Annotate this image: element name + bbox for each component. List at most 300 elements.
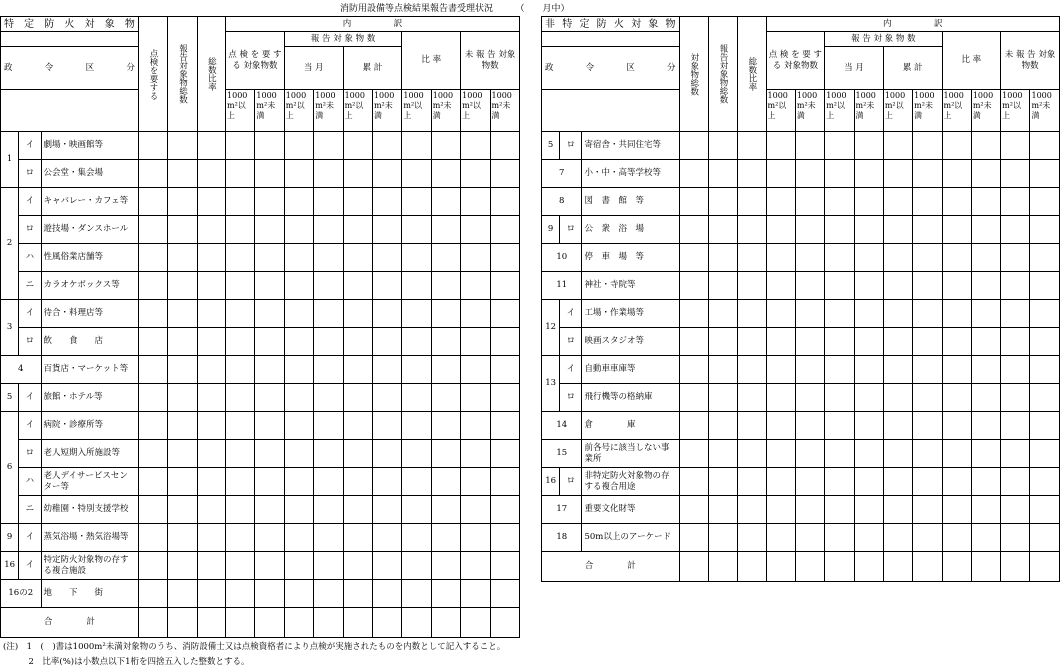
data-cell[interactable] <box>138 216 167 244</box>
data-cell[interactable] <box>708 216 737 244</box>
data-cell[interactable] <box>168 188 197 216</box>
data-cell[interactable] <box>825 132 854 160</box>
data-cell[interactable] <box>1001 496 1030 524</box>
data-cell[interactable] <box>314 300 343 328</box>
data-cell[interactable] <box>883 328 912 356</box>
data-cell[interactable] <box>314 216 343 244</box>
data-cell[interactable] <box>284 356 313 384</box>
data-cell[interactable] <box>197 272 225 300</box>
data-cell[interactable] <box>284 412 313 440</box>
data-cell[interactable] <box>883 412 912 440</box>
data-cell[interactable] <box>1030 188 1060 216</box>
data-cell[interactable] <box>168 440 197 468</box>
data-cell[interactable] <box>883 244 912 272</box>
data-cell[interactable] <box>825 384 854 412</box>
data-cell[interactable] <box>255 496 284 524</box>
data-cell[interactable] <box>679 496 708 524</box>
total-cell[interactable] <box>942 552 971 582</box>
data-cell[interactable] <box>825 524 854 552</box>
data-cell[interactable] <box>854 216 883 244</box>
data-cell[interactable] <box>372 132 401 160</box>
data-cell[interactable] <box>168 300 197 328</box>
data-cell[interactable] <box>971 384 1000 412</box>
data-cell[interactable] <box>138 552 167 580</box>
data-cell[interactable] <box>854 496 883 524</box>
data-cell[interactable] <box>708 412 737 440</box>
data-cell[interactable] <box>284 524 313 552</box>
data-cell[interactable] <box>854 356 883 384</box>
data-cell[interactable] <box>372 244 401 272</box>
total-cell[interactable] <box>490 608 519 638</box>
data-cell[interactable] <box>431 384 460 412</box>
data-cell[interactable] <box>1001 244 1030 272</box>
data-cell[interactable] <box>738 216 766 244</box>
data-cell[interactable] <box>1001 272 1030 300</box>
data-cell[interactable] <box>913 356 942 384</box>
data-cell[interactable] <box>197 132 225 160</box>
total-cell[interactable] <box>738 552 766 582</box>
data-cell[interactable] <box>883 132 912 160</box>
data-cell[interactable] <box>738 524 766 552</box>
data-cell[interactable] <box>1001 468 1030 496</box>
data-cell[interactable] <box>795 440 824 468</box>
data-cell[interactable] <box>679 160 708 188</box>
data-cell[interactable] <box>883 468 912 496</box>
data-cell[interactable] <box>883 300 912 328</box>
data-cell[interactable] <box>1030 384 1060 412</box>
data-cell[interactable] <box>766 300 795 328</box>
data-cell[interactable] <box>708 272 737 300</box>
data-cell[interactable] <box>1001 524 1030 552</box>
total-cell[interactable] <box>795 552 824 582</box>
data-cell[interactable] <box>226 440 255 468</box>
total-cell[interactable] <box>883 552 912 582</box>
data-cell[interactable] <box>197 552 225 580</box>
data-cell[interactable] <box>766 272 795 300</box>
data-cell[interactable] <box>431 580 460 608</box>
data-cell[interactable] <box>795 188 824 216</box>
data-cell[interactable] <box>825 216 854 244</box>
data-cell[interactable] <box>431 440 460 468</box>
data-cell[interactable] <box>226 216 255 244</box>
data-cell[interactable] <box>226 412 255 440</box>
data-cell[interactable] <box>343 412 372 440</box>
data-cell[interactable] <box>197 496 225 524</box>
data-cell[interactable] <box>314 356 343 384</box>
data-cell[interactable] <box>402 384 431 412</box>
data-cell[interactable] <box>168 412 197 440</box>
data-cell[interactable] <box>197 412 225 440</box>
data-cell[interactable] <box>738 384 766 412</box>
data-cell[interactable] <box>942 440 971 468</box>
data-cell[interactable] <box>461 132 490 160</box>
data-cell[interactable] <box>883 188 912 216</box>
data-cell[interactable] <box>913 496 942 524</box>
data-cell[interactable] <box>431 188 460 216</box>
data-cell[interactable] <box>255 160 284 188</box>
data-cell[interactable] <box>372 188 401 216</box>
data-cell[interactable] <box>971 272 1000 300</box>
data-cell[interactable] <box>942 244 971 272</box>
data-cell[interactable] <box>795 300 824 328</box>
data-cell[interactable] <box>431 524 460 552</box>
data-cell[interactable] <box>766 356 795 384</box>
data-cell[interactable] <box>138 160 167 188</box>
data-cell[interactable] <box>679 440 708 468</box>
data-cell[interactable] <box>766 440 795 468</box>
data-cell[interactable] <box>1001 160 1030 188</box>
data-cell[interactable] <box>138 132 167 160</box>
data-cell[interactable] <box>461 356 490 384</box>
data-cell[interactable] <box>343 188 372 216</box>
data-cell[interactable] <box>738 272 766 300</box>
data-cell[interactable] <box>314 384 343 412</box>
data-cell[interactable] <box>226 468 255 496</box>
data-cell[interactable] <box>708 328 737 356</box>
data-cell[interactable] <box>913 132 942 160</box>
data-cell[interactable] <box>168 552 197 580</box>
data-cell[interactable] <box>883 356 912 384</box>
data-cell[interactable] <box>226 328 255 356</box>
data-cell[interactable] <box>795 160 824 188</box>
data-cell[interactable] <box>402 160 431 188</box>
data-cell[interactable] <box>738 356 766 384</box>
data-cell[interactable] <box>738 300 766 328</box>
data-cell[interactable] <box>138 384 167 412</box>
data-cell[interactable] <box>343 384 372 412</box>
data-cell[interactable] <box>255 384 284 412</box>
data-cell[interactable] <box>854 272 883 300</box>
data-cell[interactable] <box>138 244 167 272</box>
data-cell[interactable] <box>971 412 1000 440</box>
data-cell[interactable] <box>138 496 167 524</box>
data-cell[interactable] <box>138 272 167 300</box>
data-cell[interactable] <box>708 188 737 216</box>
data-cell[interactable] <box>679 244 708 272</box>
data-cell[interactable] <box>372 300 401 328</box>
total-cell[interactable] <box>971 552 1000 582</box>
data-cell[interactable] <box>255 300 284 328</box>
data-cell[interactable] <box>490 552 519 580</box>
data-cell[interactable] <box>402 580 431 608</box>
data-cell[interactable] <box>490 272 519 300</box>
data-cell[interactable] <box>461 328 490 356</box>
data-cell[interactable] <box>255 468 284 496</box>
data-cell[interactable] <box>314 412 343 440</box>
data-cell[interactable] <box>854 412 883 440</box>
data-cell[interactable] <box>138 188 167 216</box>
data-cell[interactable] <box>679 216 708 244</box>
data-cell[interactable] <box>314 552 343 580</box>
data-cell[interactable] <box>461 244 490 272</box>
data-cell[interactable] <box>168 580 197 608</box>
total-cell[interactable] <box>138 608 167 638</box>
data-cell[interactable] <box>490 496 519 524</box>
data-cell[interactable] <box>1030 468 1060 496</box>
data-cell[interactable] <box>431 160 460 188</box>
data-cell[interactable] <box>431 412 460 440</box>
data-cell[interactable] <box>402 328 431 356</box>
data-cell[interactable] <box>795 524 824 552</box>
data-cell[interactable] <box>255 552 284 580</box>
data-cell[interactable] <box>461 440 490 468</box>
data-cell[interactable] <box>795 244 824 272</box>
data-cell[interactable] <box>883 524 912 552</box>
data-cell[interactable] <box>708 356 737 384</box>
data-cell[interactable] <box>431 552 460 580</box>
data-cell[interactable] <box>795 328 824 356</box>
data-cell[interactable] <box>795 132 824 160</box>
data-cell[interactable] <box>343 272 372 300</box>
data-cell[interactable] <box>343 496 372 524</box>
data-cell[interactable] <box>708 160 737 188</box>
data-cell[interactable] <box>490 328 519 356</box>
data-cell[interactable] <box>402 496 431 524</box>
data-cell[interactable] <box>1001 440 1030 468</box>
data-cell[interactable] <box>942 328 971 356</box>
data-cell[interactable] <box>197 524 225 552</box>
data-cell[interactable] <box>372 384 401 412</box>
data-cell[interactable] <box>168 272 197 300</box>
data-cell[interactable] <box>825 300 854 328</box>
data-cell[interactable] <box>402 440 431 468</box>
data-cell[interactable] <box>942 468 971 496</box>
data-cell[interactable] <box>1030 216 1060 244</box>
data-cell[interactable] <box>679 412 708 440</box>
data-cell[interactable] <box>431 244 460 272</box>
data-cell[interactable] <box>402 132 431 160</box>
data-cell[interactable] <box>168 244 197 272</box>
data-cell[interactable] <box>197 328 225 356</box>
data-cell[interactable] <box>913 468 942 496</box>
data-cell[interactable] <box>854 384 883 412</box>
data-cell[interactable] <box>942 356 971 384</box>
data-cell[interactable] <box>1030 272 1060 300</box>
data-cell[interactable] <box>738 244 766 272</box>
data-cell[interactable] <box>372 468 401 496</box>
data-cell[interactable] <box>431 272 460 300</box>
data-cell[interactable] <box>971 216 1000 244</box>
data-cell[interactable] <box>284 440 313 468</box>
data-cell[interactable] <box>314 160 343 188</box>
data-cell[interactable] <box>1030 524 1060 552</box>
data-cell[interactable] <box>461 580 490 608</box>
data-cell[interactable] <box>913 216 942 244</box>
data-cell[interactable] <box>971 300 1000 328</box>
data-cell[interactable] <box>255 356 284 384</box>
data-cell[interactable] <box>226 300 255 328</box>
data-cell[interactable] <box>1030 300 1060 328</box>
data-cell[interactable] <box>226 580 255 608</box>
data-cell[interactable] <box>372 580 401 608</box>
data-cell[interactable] <box>226 552 255 580</box>
data-cell[interactable] <box>971 244 1000 272</box>
data-cell[interactable] <box>942 384 971 412</box>
data-cell[interactable] <box>854 160 883 188</box>
data-cell[interactable] <box>461 272 490 300</box>
total-cell[interactable] <box>402 608 431 638</box>
data-cell[interactable] <box>738 468 766 496</box>
data-cell[interactable] <box>913 412 942 440</box>
data-cell[interactable] <box>795 412 824 440</box>
data-cell[interactable] <box>1001 132 1030 160</box>
data-cell[interactable] <box>343 300 372 328</box>
data-cell[interactable] <box>971 188 1000 216</box>
data-cell[interactable] <box>825 496 854 524</box>
data-cell[interactable] <box>766 412 795 440</box>
total-cell[interactable] <box>197 608 225 638</box>
data-cell[interactable] <box>738 496 766 524</box>
data-cell[interactable] <box>284 552 313 580</box>
data-cell[interactable] <box>314 188 343 216</box>
data-cell[interactable] <box>971 328 1000 356</box>
data-cell[interactable] <box>168 356 197 384</box>
data-cell[interactable] <box>461 188 490 216</box>
data-cell[interactable] <box>883 160 912 188</box>
data-cell[interactable] <box>197 468 225 496</box>
data-cell[interactable] <box>490 300 519 328</box>
data-cell[interactable] <box>490 188 519 216</box>
data-cell[interactable] <box>913 188 942 216</box>
data-cell[interactable] <box>343 132 372 160</box>
data-cell[interactable] <box>197 216 225 244</box>
data-cell[interactable] <box>795 356 824 384</box>
data-cell[interactable] <box>1001 300 1030 328</box>
data-cell[interactable] <box>1001 328 1030 356</box>
data-cell[interactable] <box>197 160 225 188</box>
total-cell[interactable] <box>854 552 883 582</box>
data-cell[interactable] <box>795 496 824 524</box>
data-cell[interactable] <box>284 216 313 244</box>
data-cell[interactable] <box>679 272 708 300</box>
data-cell[interactable] <box>490 132 519 160</box>
data-cell[interactable] <box>402 244 431 272</box>
data-cell[interactable] <box>766 216 795 244</box>
data-cell[interactable] <box>679 468 708 496</box>
data-cell[interactable] <box>854 328 883 356</box>
data-cell[interactable] <box>226 244 255 272</box>
data-cell[interactable] <box>402 188 431 216</box>
data-cell[interactable] <box>431 468 460 496</box>
data-cell[interactable] <box>738 132 766 160</box>
data-cell[interactable] <box>461 160 490 188</box>
total-cell[interactable] <box>431 608 460 638</box>
data-cell[interactable] <box>913 300 942 328</box>
data-cell[interactable] <box>402 356 431 384</box>
data-cell[interactable] <box>372 356 401 384</box>
data-cell[interactable] <box>343 328 372 356</box>
data-cell[interactable] <box>708 524 737 552</box>
data-cell[interactable] <box>255 412 284 440</box>
data-cell[interactable] <box>402 552 431 580</box>
data-cell[interactable] <box>883 496 912 524</box>
data-cell[interactable] <box>197 188 225 216</box>
data-cell[interactable] <box>854 244 883 272</box>
data-cell[interactable] <box>138 412 167 440</box>
data-cell[interactable] <box>168 384 197 412</box>
data-cell[interactable] <box>1030 412 1060 440</box>
data-cell[interactable] <box>284 272 313 300</box>
data-cell[interactable] <box>490 412 519 440</box>
total-cell[interactable] <box>343 608 372 638</box>
data-cell[interactable] <box>226 384 255 412</box>
data-cell[interactable] <box>255 328 284 356</box>
data-cell[interactable] <box>168 524 197 552</box>
data-cell[interactable] <box>942 412 971 440</box>
data-cell[interactable] <box>226 188 255 216</box>
data-cell[interactable] <box>197 384 225 412</box>
data-cell[interactable] <box>284 496 313 524</box>
data-cell[interactable] <box>1030 244 1060 272</box>
data-cell[interactable] <box>490 524 519 552</box>
data-cell[interactable] <box>168 328 197 356</box>
data-cell[interactable] <box>913 272 942 300</box>
data-cell[interactable] <box>825 272 854 300</box>
data-cell[interactable] <box>766 524 795 552</box>
data-cell[interactable] <box>825 244 854 272</box>
data-cell[interactable] <box>854 188 883 216</box>
data-cell[interactable] <box>913 384 942 412</box>
data-cell[interactable] <box>490 468 519 496</box>
data-cell[interactable] <box>197 300 225 328</box>
data-cell[interactable] <box>708 440 737 468</box>
data-cell[interactable] <box>795 272 824 300</box>
data-cell[interactable] <box>431 496 460 524</box>
total-cell[interactable] <box>825 552 854 582</box>
data-cell[interactable] <box>314 328 343 356</box>
data-cell[interactable] <box>226 496 255 524</box>
total-cell[interactable] <box>679 552 708 582</box>
data-cell[interactable] <box>226 132 255 160</box>
data-cell[interactable] <box>284 160 313 188</box>
data-cell[interactable] <box>795 216 824 244</box>
data-cell[interactable] <box>913 160 942 188</box>
data-cell[interactable] <box>942 524 971 552</box>
data-cell[interactable] <box>1030 440 1060 468</box>
data-cell[interactable] <box>854 300 883 328</box>
data-cell[interactable] <box>343 552 372 580</box>
data-cell[interactable] <box>255 580 284 608</box>
data-cell[interactable] <box>708 300 737 328</box>
data-cell[interactable] <box>402 524 431 552</box>
data-cell[interactable] <box>1001 384 1030 412</box>
data-cell[interactable] <box>825 468 854 496</box>
data-cell[interactable] <box>825 412 854 440</box>
data-cell[interactable] <box>343 440 372 468</box>
data-cell[interactable] <box>372 524 401 552</box>
data-cell[interactable] <box>197 580 225 608</box>
data-cell[interactable] <box>679 384 708 412</box>
data-cell[interactable] <box>343 356 372 384</box>
data-cell[interactable] <box>795 384 824 412</box>
data-cell[interactable] <box>825 356 854 384</box>
data-cell[interactable] <box>708 468 737 496</box>
data-cell[interactable] <box>255 132 284 160</box>
total-cell[interactable] <box>284 608 313 638</box>
data-cell[interactable] <box>138 580 167 608</box>
data-cell[interactable] <box>138 356 167 384</box>
data-cell[interactable] <box>1030 496 1060 524</box>
data-cell[interactable] <box>372 496 401 524</box>
data-cell[interactable] <box>138 328 167 356</box>
data-cell[interactable] <box>343 160 372 188</box>
data-cell[interactable] <box>372 272 401 300</box>
data-cell[interactable] <box>854 440 883 468</box>
data-cell[interactable] <box>402 272 431 300</box>
data-cell[interactable] <box>255 188 284 216</box>
data-cell[interactable] <box>1030 132 1060 160</box>
data-cell[interactable] <box>372 412 401 440</box>
